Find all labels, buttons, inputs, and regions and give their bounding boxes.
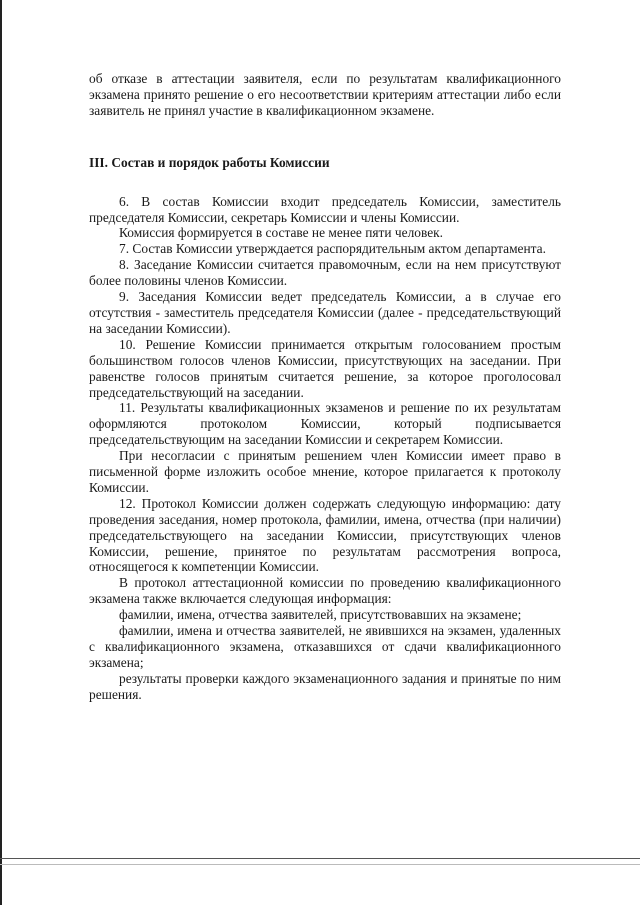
list-item-absent: фамилии, имена и отчества заявителей, не явившихся на экзамен, удаленных с квалификационного экзамена, отказавшихся от сдачи квалификационного экзамена; — [89, 623, 561, 670]
paragraph-10: 10. Решение Комиссии принимается открытым голосованием простым большинством голосов членов Комиссии, присутствующих на заседании. При равенстве голосов принятым считается решение, за которое проголосовал председательствующий на заседании. — [89, 336, 561, 400]
list-item-present: фамилии, имена, отчества заявителей, присутствовавших на экзамене; — [119, 607, 522, 623]
paragraph-commission-size: Комиссия формируется в составе не менее пяти человек. — [119, 225, 443, 241]
document-body — [89, 71, 561, 703]
paragraph-protocol-info: В протокол аттестационной комиссии по проведению квалификационного экзамена также включается следующая информация: — [89, 575, 561, 607]
paragraph-6: 6. В состав Комиссии входит председатель Комиссии, заместитель председателя Комиссии, секретарь Комиссии и члены Комиссии. — [89, 193, 561, 225]
intro-paragraph: об отказе в аттестации заявителя, если по результатам квалификационного экзамена принято решение о его несоответствии критериям аттестации либо если заявитель не принял участие в квалификационном экзамене. — [89, 71, 561, 118]
paragraph-9: 9. Заседания Комиссии ведет председатель Комиссии, а в случае его отсутствия - заместитель председателя Комиссии (далее - председательствующий на заседании Комиссии). — [89, 289, 561, 336]
list-item-results: результаты проверки каждого экзаменационного задания и принятые по ним решения. — [89, 670, 561, 702]
paragraph-8: 8. Заседание Комиссии считается правомочным, если на нем присутствуют более половины членов Комиссии. — [89, 257, 561, 289]
paragraph-dissent: При несогласии с принятым решением член Комиссии имеет право в письменной форме изложить особое мнение, которое прилагается к протоколу Комиссии. — [89, 448, 561, 495]
section-heading: III. Состав и порядок работы Комиссии — [89, 154, 330, 170]
scan-left-edge — [0, 0, 2, 905]
paragraph-7: 7. Состав Комиссии утверждается распорядительным актом департамента. — [119, 241, 546, 257]
scan-bottom-rule — [0, 858, 640, 859]
paragraph-12: 12. Протокол Комиссии должен содержать следующую информацию: дату проведения заседания, номер протокола, фамилии, имена, отчества (при наличии) председательствующего на заседании Комиссии, присутствующих членов Комиссии, решение, принятое по результатам рассмотрения вопроса, относящегося к компетенции Комиссии. — [89, 495, 561, 575]
scan-bottom-rule-faint — [0, 864, 640, 865]
paragraph-11: 11. Результаты квалификационных экзаменов и решение по их результатам оформляются протоколом Комиссии, который подписывается председательствующим на заседании Комиссии и секретарем Комиссии. — [89, 400, 561, 448]
